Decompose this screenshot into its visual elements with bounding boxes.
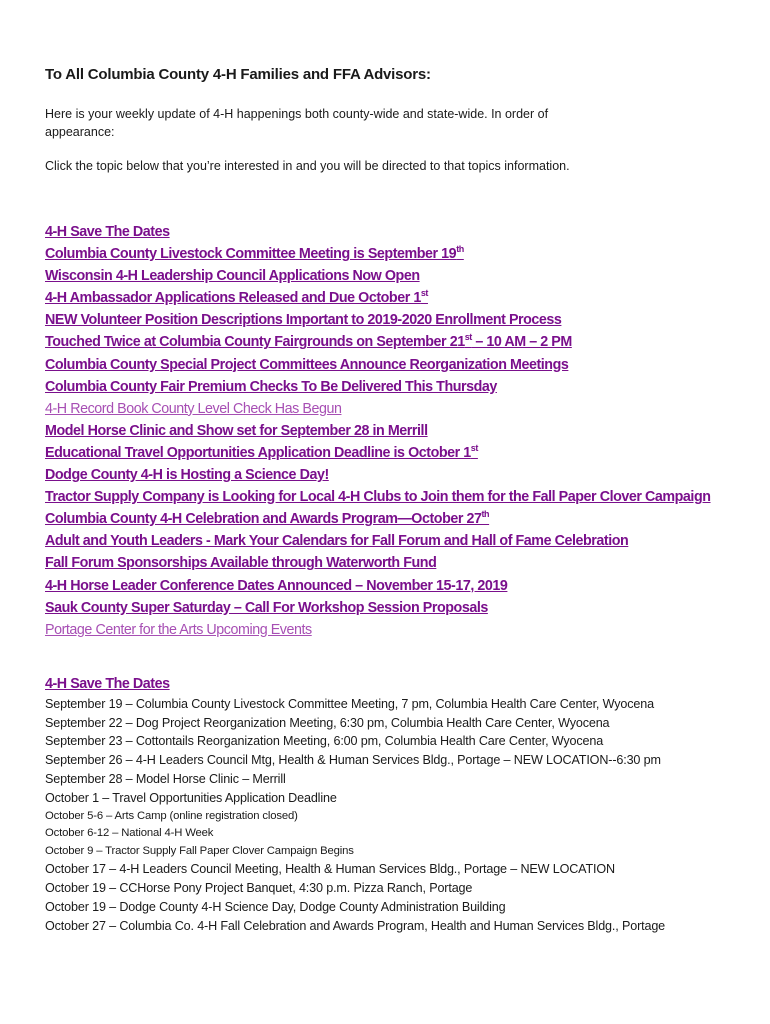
toc-item-touched-twice xyxy=(45,331,725,353)
toc-item-ambassador xyxy=(45,287,725,309)
toc-item-science-day xyxy=(45,464,725,486)
date-item: October 17 – 4-H Leaders Council Meeting, Health & Human Services Bldg., Portage – NEW LOCATION xyxy=(45,862,615,877)
toc-item-leadership-council xyxy=(45,265,725,287)
date-item: October 19 – CCHorse Pony Project Banquet, 4:30 p.m. Pizza Ranch, Portage xyxy=(45,881,473,896)
toc-link[interactable]: Fall Forum Sponsorships Available through Waterworth Fund xyxy=(45,555,437,572)
toc-link[interactable]: Columbia County Fair Premium Checks To Be Delivered This Thursday xyxy=(45,378,497,395)
toc-link[interactable]: Portage Center for the Arts Upcoming Events xyxy=(45,621,312,638)
date-item: October 19 – Dodge County 4-H Science Day, Dodge County Administration Building xyxy=(45,899,506,914)
toc-item-premium-checks xyxy=(45,376,725,398)
date-item: September 22 – Dog Project Reorganization Meeting, 6:30 pm, Columbia Health Care Center, Wyocena xyxy=(45,715,610,730)
toc-item-sauk-county xyxy=(45,597,725,619)
toc-item-sponsorships xyxy=(45,552,725,574)
toc-link[interactable]: Adult and Youth Leaders - Mark Your Calendars for Fall Forum and Hall of Fame Celebration xyxy=(45,533,629,550)
dates-list xyxy=(45,695,725,936)
toc-item-celebration xyxy=(45,508,725,530)
toc-item-horse-leader xyxy=(45,575,725,597)
toc-link[interactable]: Model Horse Clinic and Show set for September 28 in Merrill xyxy=(45,422,428,439)
toc-item-travel-opportunities xyxy=(45,442,725,464)
toc-item-portage-arts xyxy=(45,619,725,641)
toc-link[interactable]: Sauk County Super Saturday – Call For Workshop Session Proposals xyxy=(45,599,488,616)
toc-item-volunteer-descriptions xyxy=(45,309,725,331)
date-item: September 26 – 4-H Leaders Council Mtg, Health & Human Services Bldg., Portage – NEW LOCATION--6:30 pm xyxy=(45,753,661,768)
date-item: October 5-6 – Arts Camp (online registration closed) xyxy=(45,809,298,822)
toc-item-save-the-dates xyxy=(45,221,725,243)
toc-link[interactable]: Dodge County 4-H is Hosting a Science Day! xyxy=(45,467,329,484)
toc-link[interactable]: Educational Travel Opportunities Application Deadline is October 1st xyxy=(45,443,478,461)
date-item: October 6-12 – National 4-H Week xyxy=(45,827,214,840)
section-title-save-the-dates xyxy=(45,673,725,695)
page-heading: To All Columbia County 4-H Families and FFA Advisors: xyxy=(45,66,431,83)
toc-item-tractor-supply xyxy=(45,486,725,508)
date-item: September 19 – Columbia County Livestock Committee Meeting, 7 pm, Columbia Health Care Center, Wyocena xyxy=(45,696,654,711)
date-item: October 9 – Tractor Supply Fall Paper Clover Campaign Begins xyxy=(45,844,354,857)
toc-link[interactable]: Touched Twice at Columbia County Fairgrounds on September 21st – 10 AM – 2 PM xyxy=(45,332,572,351)
section-title-link[interactable]: 4-H Save The Dates xyxy=(45,675,170,692)
date-item: October 27 – Columbia Co. 4-H Fall Celebration and Awards Program, Health and Human Services Bldg., Portage xyxy=(45,918,666,933)
newsletter-page xyxy=(45,66,725,936)
toc-item-livestock-committee xyxy=(45,243,725,265)
toc-link[interactable]: 4-H Save The Dates xyxy=(45,224,170,240)
toc-item-fall-forum xyxy=(45,530,725,552)
toc-link[interactable]: Tractor Supply Company is Looking for Local 4-H Clubs to Join them for the Fall Paper Clover Campaign xyxy=(45,489,711,506)
click-instruction: Click the topic below that you’re interested in and you will be directed to that topics information. xyxy=(45,159,570,173)
toc-link[interactable]: 4-H Horse Leader Conference Dates Announced – November 15-17, 2019 xyxy=(45,577,508,594)
toc-link[interactable]: Columbia County Special Project Committees Announce Reorganization Meetings xyxy=(45,356,569,373)
table-of-contents xyxy=(45,221,725,641)
intro-text: Here is your weekly update of 4-H happenings both county-wide and state-wide. In order of appearance: xyxy=(45,107,549,139)
toc-link[interactable]: Columbia County 4-H Celebration and Awards Program—October 27th xyxy=(45,509,490,528)
toc-link[interactable]: Columbia County Livestock Committee Meeting is September 19th xyxy=(45,244,464,263)
toc-item-special-project xyxy=(45,354,725,376)
date-item: October 1 – Travel Opportunities Application Deadline xyxy=(45,790,337,805)
toc-link[interactable]: NEW Volunteer Position Descriptions Important to 2019-2020 Enrollment Process xyxy=(45,312,562,329)
toc-item-record-book xyxy=(45,398,725,420)
toc-link[interactable]: 4-H Ambassador Applications Released and Due October 1st xyxy=(45,288,428,307)
date-item: September 23 – Cottontails Reorganization Meeting, 6:00 pm, Columbia Health Care Center, Wyocena xyxy=(45,734,604,749)
toc-item-model-horse xyxy=(45,420,725,442)
toc-link[interactable]: 4-H Record Book County Level Check Has Begun xyxy=(45,400,342,417)
date-item: September 28 – Model Horse Clinic – Merrill xyxy=(45,771,286,786)
toc-link[interactable]: Wisconsin 4-H Leadership Council Applications Now Open xyxy=(45,268,420,285)
